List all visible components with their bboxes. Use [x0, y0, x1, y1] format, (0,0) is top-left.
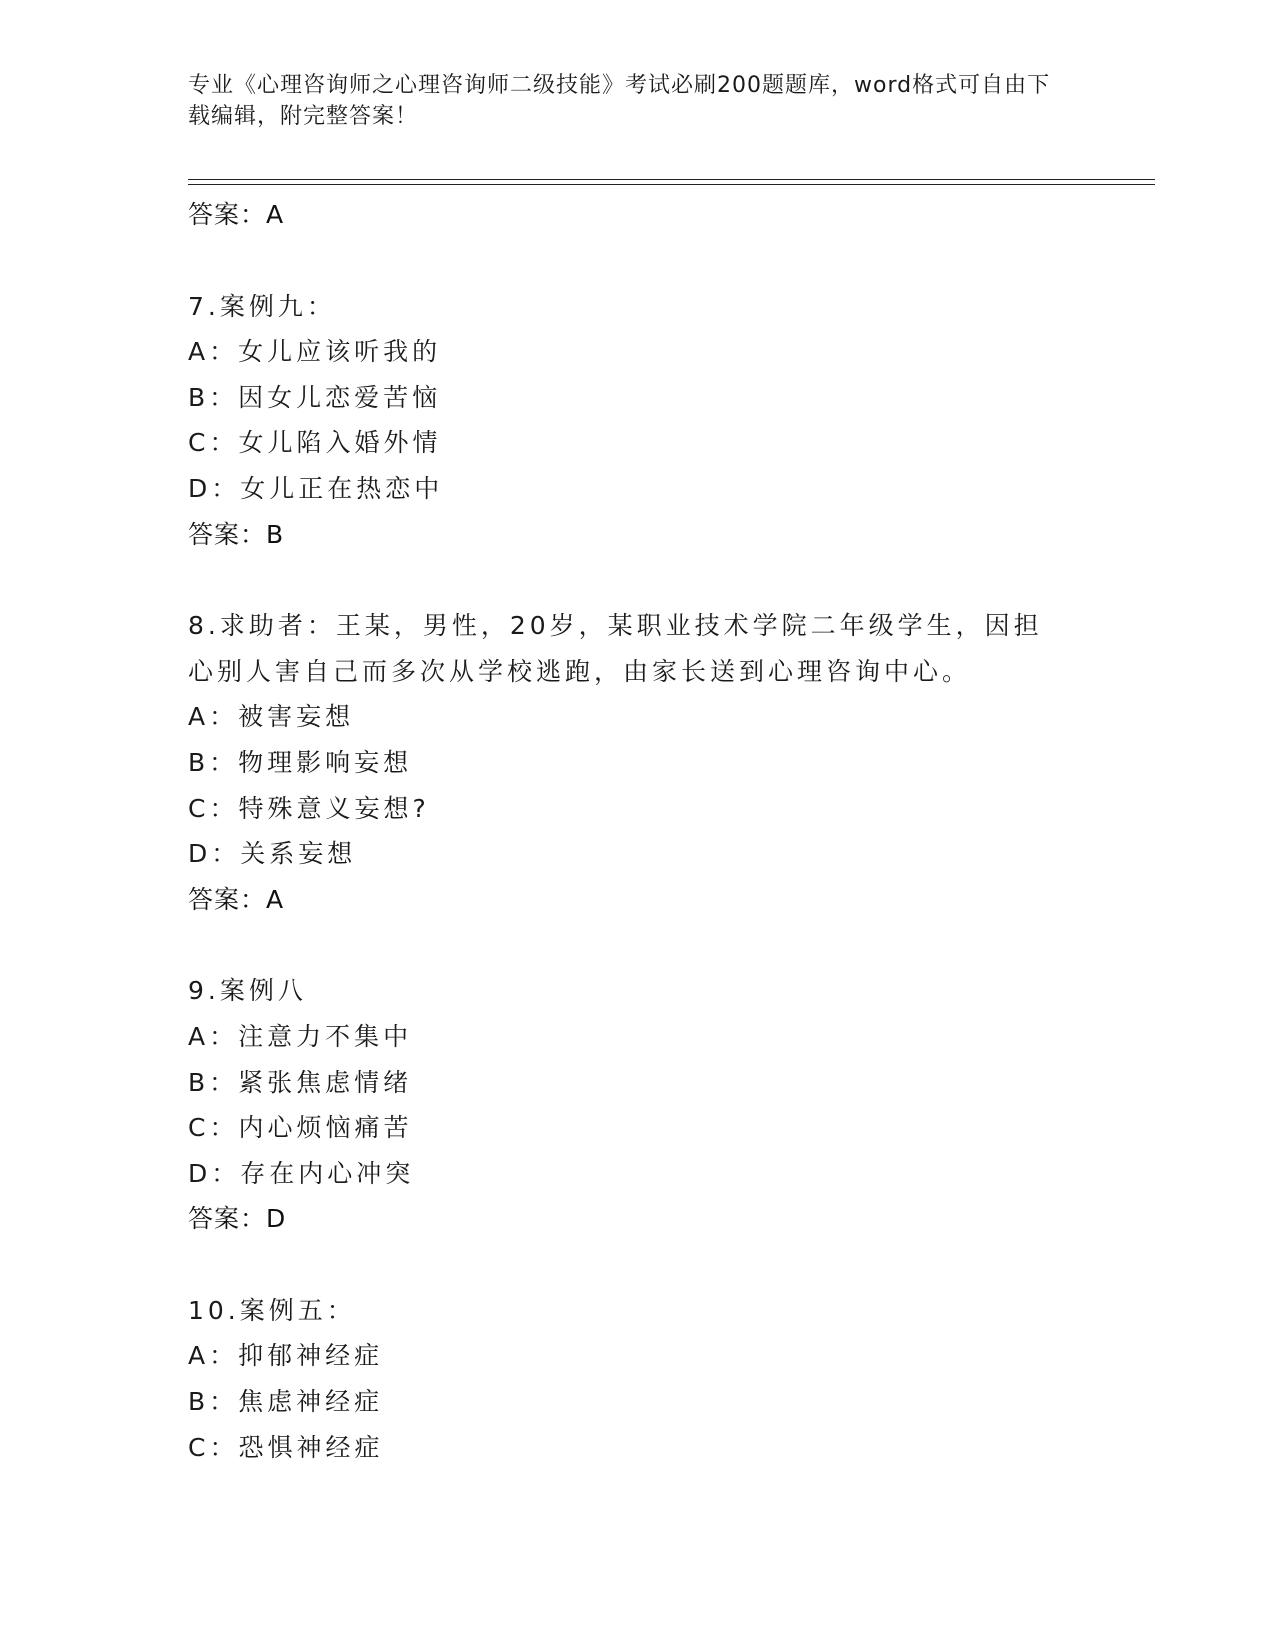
option-a: A：注意力不集中 — [188, 1021, 413, 1051]
option-c: C：内心烦恼痛苦 — [188, 1113, 413, 1143]
option-b: B：紧张焦虑情绪 — [188, 1067, 413, 1097]
spacer — [188, 1242, 1088, 1288]
question-item — [188, 1288, 1088, 1470]
question-item — [188, 603, 1088, 922]
question-stem: 10.案例五： — [188, 1295, 356, 1325]
option-d: D：存在内心冲突 — [188, 1158, 415, 1188]
option-c: C：恐惧神经症 — [188, 1432, 384, 1462]
option-c: C：女儿陷入婚外情 — [188, 428, 442, 458]
header-divider-bottom — [188, 184, 1155, 185]
option-b: B：因女儿恋爱苦恼 — [188, 382, 442, 412]
option-a: A：女儿应该听我的 — [188, 337, 442, 367]
answer-line: 答案：B — [188, 519, 285, 549]
question-stem: 7.案例九： — [188, 291, 336, 321]
spacer — [188, 922, 1088, 968]
answer-line: 答案：A — [188, 884, 285, 914]
question-item — [188, 968, 1088, 1242]
option-b: B：物理影响妄想 — [188, 747, 413, 777]
spacer — [188, 238, 1088, 284]
spacer — [188, 557, 1088, 603]
answer-line: 答案：A — [188, 200, 285, 229]
option-a: A：抑郁神经症 — [188, 1341, 384, 1371]
option-d: D：女儿正在热恋中 — [188, 473, 444, 503]
answer-line: 答案：D — [188, 1204, 287, 1234]
document-header: 专业《心理咨询师之心理咨询师二级技能》考试必刷200题题库，word格式可自由下载编辑，附完整答案！ — [188, 73, 1051, 129]
question-item — [188, 284, 1088, 558]
question-stem: 9.案例八 — [188, 976, 307, 1006]
option-a: A：被害妄想 — [188, 702, 355, 732]
option-c: C：特殊意义妄想? — [188, 793, 430, 823]
option-b: B：焦虑神经症 — [188, 1387, 384, 1417]
header-divider-top — [188, 179, 1155, 180]
option-d: D：关系妄想 — [188, 839, 357, 869]
question-list — [188, 192, 1088, 1470]
question-stem: 8.求助者：王某，男性，20岁，某职业技术学院二年级学生，因担心别人害自己而多次从学校逃跑，由家长送到心理咨询中心。 — [188, 611, 1043, 686]
